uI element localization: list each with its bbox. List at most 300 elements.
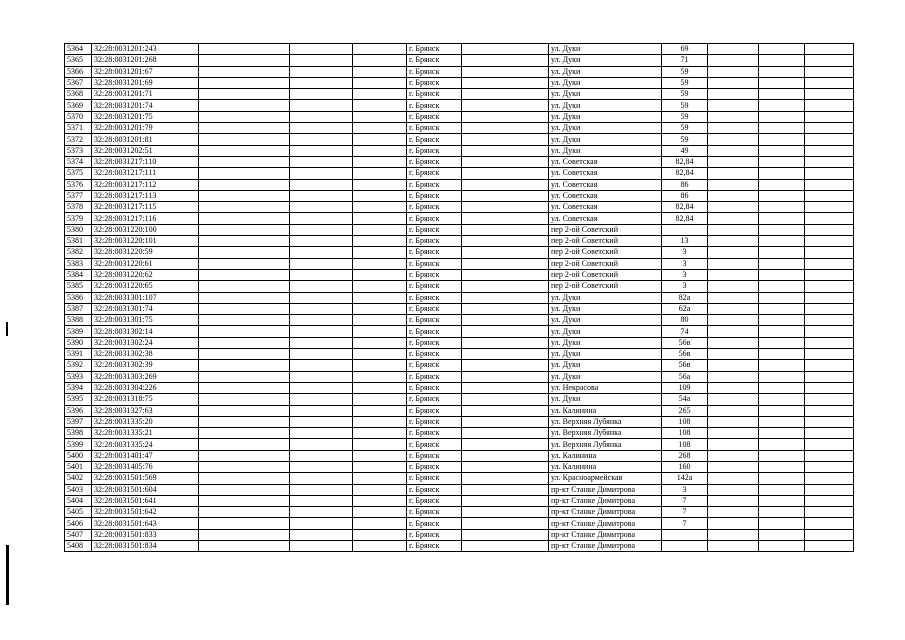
row-number-cell: 5392: [65, 360, 92, 371]
table-row: [65, 145, 854, 156]
empty-cell: [353, 349, 407, 360]
empty-cell: [462, 292, 549, 303]
empty-cell: [805, 405, 854, 416]
empty-cell: [462, 450, 549, 461]
table-row: [65, 541, 854, 552]
cadastral-number-cell: 32:28:0031201:268: [92, 55, 199, 66]
empty-cell: [805, 190, 854, 201]
street-cell: пр-кт Станке Димитрова: [549, 495, 662, 506]
city-cell: г. Брянск: [407, 145, 462, 156]
cadastral-number-cell: 32:28:0031327:63: [92, 405, 199, 416]
empty-cell: [462, 461, 549, 472]
row-number-cell: 5404: [65, 495, 92, 506]
cadastral-number-cell: 32:28:0031220:61: [92, 258, 199, 269]
street-cell: ул. Советская: [549, 156, 662, 167]
empty-cell: [805, 213, 854, 224]
row-number-cell: 5378: [65, 202, 92, 213]
house-number-cell: 108: [662, 428, 708, 439]
empty-cell: [708, 484, 759, 495]
street-cell: пр-кт Станке Димитрова: [549, 518, 662, 529]
empty-cell: [708, 541, 759, 552]
empty-cell: [759, 202, 805, 213]
cadastral-number-cell: 32:28:0031302:24: [92, 337, 199, 348]
street-cell: ул. Дуки: [549, 315, 662, 326]
empty-cell: [805, 202, 854, 213]
empty-cell: [759, 428, 805, 439]
empty-cell: [199, 269, 290, 280]
street-cell: пер 2-ой Советский: [549, 236, 662, 247]
cadastral-number-cell: 32:28:0031201:75: [92, 111, 199, 122]
empty-cell: [199, 507, 290, 518]
house-number-cell: 49: [662, 145, 708, 156]
city-cell: г. Брянск: [407, 292, 462, 303]
empty-cell: [462, 111, 549, 122]
empty-cell: [759, 236, 805, 247]
empty-cell: [759, 371, 805, 382]
empty-cell: [805, 495, 854, 506]
street-cell: пер 2-ой Советский: [549, 269, 662, 280]
empty-cell: [708, 326, 759, 337]
empty-cell: [805, 450, 854, 461]
cadastral-number-cell: 32:28:0031405:76: [92, 461, 199, 472]
cadastral-number-cell: 32:28:0031501:834: [92, 541, 199, 552]
table-row: [65, 77, 854, 88]
city-cell: г. Брянск: [407, 89, 462, 100]
row-number-cell: 5364: [65, 44, 92, 55]
street-cell: ул. Верхняя Лубянка: [549, 416, 662, 427]
empty-cell: [353, 394, 407, 405]
empty-cell: [805, 292, 854, 303]
table-row: [65, 213, 854, 224]
empty-cell: [462, 416, 549, 427]
house-number-cell: [662, 529, 708, 540]
cadastral-number-cell: 32:28:0031302:38: [92, 349, 199, 360]
house-number-cell: 86: [662, 179, 708, 190]
empty-cell: [462, 394, 549, 405]
cadastral-number-cell: 32:28:0031501:641: [92, 495, 199, 506]
street-cell: пер 2-ой Советский: [549, 258, 662, 269]
empty-cell: [462, 349, 549, 360]
empty-cell: [290, 168, 353, 179]
street-cell: ул. Верхняя Лубянка: [549, 428, 662, 439]
empty-cell: [353, 326, 407, 337]
house-number-cell: 71: [662, 55, 708, 66]
empty-cell: [353, 77, 407, 88]
empty-cell: [759, 495, 805, 506]
empty-cell: [462, 213, 549, 224]
empty-cell: [199, 484, 290, 495]
empty-cell: [462, 473, 549, 484]
row-number-cell: 5374: [65, 156, 92, 167]
empty-cell: [290, 281, 353, 292]
empty-cell: [353, 44, 407, 55]
empty-cell: [708, 89, 759, 100]
city-cell: г. Брянск: [407, 326, 462, 337]
empty-cell: [759, 269, 805, 280]
empty-cell: [805, 394, 854, 405]
empty-cell: [708, 416, 759, 427]
empty-cell: [708, 145, 759, 156]
empty-cell: [708, 405, 759, 416]
empty-cell: [199, 450, 290, 461]
row-number-cell: 5370: [65, 111, 92, 122]
empty-cell: [462, 156, 549, 167]
empty-cell: [462, 541, 549, 552]
city-cell: г. Брянск: [407, 269, 462, 280]
empty-cell: [708, 360, 759, 371]
empty-cell: [462, 190, 549, 201]
empty-cell: [759, 224, 805, 235]
empty-cell: [759, 416, 805, 427]
empty-cell: [708, 281, 759, 292]
empty-cell: [353, 416, 407, 427]
empty-cell: [759, 326, 805, 337]
row-number-cell: 5385: [65, 281, 92, 292]
table-row: [65, 495, 854, 506]
table-row: [65, 371, 854, 382]
table-row: [65, 156, 854, 167]
empty-cell: [759, 123, 805, 134]
empty-cell: [290, 495, 353, 506]
row-number-cell: 5398: [65, 428, 92, 439]
empty-cell: [199, 394, 290, 405]
street-cell: ул. Дуки: [549, 66, 662, 77]
empty-cell: [708, 44, 759, 55]
table-row: [65, 473, 854, 484]
empty-cell: [353, 123, 407, 134]
empty-cell: [462, 360, 549, 371]
empty-cell: [199, 258, 290, 269]
empty-cell: [708, 529, 759, 540]
street-cell: ул. Дуки: [549, 371, 662, 382]
empty-cell: [708, 518, 759, 529]
empty-cell: [199, 89, 290, 100]
house-number-cell: 82,84: [662, 202, 708, 213]
row-number-cell: 5384: [65, 269, 92, 280]
cadastral-number-cell: 32:28:0031301:75: [92, 315, 199, 326]
empty-cell: [708, 450, 759, 461]
empty-cell: [290, 213, 353, 224]
cadastral-number-cell: 32:28:0031217:116: [92, 213, 199, 224]
empty-cell: [805, 55, 854, 66]
empty-cell: [353, 292, 407, 303]
empty-cell: [199, 337, 290, 348]
empty-cell: [290, 134, 353, 145]
city-cell: г. Брянск: [407, 450, 462, 461]
empty-cell: [353, 518, 407, 529]
empty-cell: [353, 495, 407, 506]
empty-cell: [708, 190, 759, 201]
empty-cell: [462, 236, 549, 247]
empty-cell: [199, 55, 290, 66]
scan-edge-mark: [6, 545, 9, 605]
row-number-cell: 5376: [65, 179, 92, 190]
cadastral-number-cell: 32:28:0031335:21: [92, 428, 199, 439]
empty-cell: [805, 439, 854, 450]
empty-cell: [199, 202, 290, 213]
empty-cell: [199, 349, 290, 360]
row-number-cell: 5365: [65, 55, 92, 66]
city-cell: г. Брянск: [407, 202, 462, 213]
table-row: [65, 89, 854, 100]
empty-cell: [199, 179, 290, 190]
empty-cell: [805, 134, 854, 145]
empty-cell: [708, 495, 759, 506]
street-cell: ул. Дуки: [549, 134, 662, 145]
empty-cell: [805, 360, 854, 371]
street-cell: ул. Дуки: [549, 77, 662, 88]
house-number-cell: 108: [662, 416, 708, 427]
empty-cell: [199, 100, 290, 111]
empty-cell: [353, 541, 407, 552]
empty-cell: [290, 66, 353, 77]
cadastral-number-cell: 32:28:0031202:51: [92, 145, 199, 156]
empty-cell: [708, 292, 759, 303]
empty-cell: [759, 303, 805, 314]
street-cell: ул. Советская: [549, 213, 662, 224]
empty-cell: [353, 247, 407, 258]
empty-cell: [708, 123, 759, 134]
cadastral-number-cell: 32:28:0031302:14: [92, 326, 199, 337]
cadastral-number-cell: 32:28:0031201:243: [92, 44, 199, 55]
empty-cell: [805, 66, 854, 77]
row-number-cell: 5401: [65, 461, 92, 472]
cadastral-number-cell: 32:28:0031201:79: [92, 123, 199, 134]
empty-cell: [708, 439, 759, 450]
city-cell: г. Брянск: [407, 134, 462, 145]
empty-cell: [708, 461, 759, 472]
empty-cell: [199, 224, 290, 235]
table-row: [65, 518, 854, 529]
empty-cell: [199, 518, 290, 529]
empty-cell: [353, 156, 407, 167]
empty-cell: [805, 303, 854, 314]
city-cell: г. Брянск: [407, 495, 462, 506]
empty-cell: [353, 89, 407, 100]
empty-cell: [708, 303, 759, 314]
street-cell: ул. Дуки: [549, 44, 662, 55]
city-cell: г. Брянск: [407, 473, 462, 484]
empty-cell: [708, 236, 759, 247]
row-number-cell: 5371: [65, 123, 92, 134]
city-cell: г. Брянск: [407, 179, 462, 190]
row-number-cell: 5375: [65, 168, 92, 179]
empty-cell: [199, 473, 290, 484]
house-number-cell: 56в: [662, 349, 708, 360]
table-row: [65, 168, 854, 179]
street-cell: ул. Калинина: [549, 461, 662, 472]
empty-cell: [759, 292, 805, 303]
cadastral-number-cell: 32:28:0031335:20: [92, 416, 199, 427]
empty-cell: [353, 281, 407, 292]
house-number-cell: 13: [662, 236, 708, 247]
cadastral-number-cell: 32:28:0031501:642: [92, 507, 199, 518]
empty-cell: [290, 179, 353, 190]
register-table: [64, 43, 854, 552]
street-cell: пер 2-ой Советский: [549, 247, 662, 258]
table-row: [65, 529, 854, 540]
empty-cell: [199, 123, 290, 134]
empty-cell: [805, 518, 854, 529]
empty-cell: [353, 405, 407, 416]
city-cell: г. Брянск: [407, 461, 462, 472]
empty-cell: [708, 202, 759, 213]
table-row: [65, 315, 854, 326]
empty-cell: [290, 123, 353, 134]
cadastral-number-cell: 32:28:0031501:833: [92, 529, 199, 540]
empty-cell: [805, 224, 854, 235]
city-cell: г. Брянск: [407, 349, 462, 360]
empty-cell: [708, 394, 759, 405]
empty-cell: [805, 236, 854, 247]
table-row: [65, 111, 854, 122]
cadastral-number-cell: 32:28:0031201:69: [92, 77, 199, 88]
empty-cell: [708, 179, 759, 190]
empty-cell: [353, 303, 407, 314]
city-cell: г. Брянск: [407, 541, 462, 552]
empty-cell: [805, 247, 854, 258]
empty-cell: [805, 258, 854, 269]
empty-cell: [353, 439, 407, 450]
street-cell: ул. Калинина: [549, 450, 662, 461]
empty-cell: [199, 315, 290, 326]
empty-cell: [805, 179, 854, 190]
row-number-cell: 5395: [65, 394, 92, 405]
empty-cell: [708, 134, 759, 145]
house-number-cell: 69: [662, 44, 708, 55]
city-cell: г. Брянск: [407, 371, 462, 382]
empty-cell: [759, 349, 805, 360]
cadastral-number-cell: 32:28:0031335:24: [92, 439, 199, 450]
table-row: [65, 134, 854, 145]
row-number-cell: 5388: [65, 315, 92, 326]
house-number-cell: 59: [662, 100, 708, 111]
empty-cell: [708, 473, 759, 484]
empty-cell: [290, 44, 353, 55]
house-number-cell: 268: [662, 450, 708, 461]
empty-cell: [353, 202, 407, 213]
empty-cell: [462, 428, 549, 439]
cadastral-number-cell: 32:28:0031304:226: [92, 382, 199, 393]
empty-cell: [353, 190, 407, 201]
table-row: [65, 428, 854, 439]
empty-cell: [805, 428, 854, 439]
house-number-cell: 82,84: [662, 213, 708, 224]
empty-cell: [462, 315, 549, 326]
empty-cell: [290, 224, 353, 235]
empty-cell: [353, 529, 407, 540]
empty-cell: [759, 518, 805, 529]
cadastral-number-cell: 32:28:0031217:111: [92, 168, 199, 179]
row-number-cell: 5396: [65, 405, 92, 416]
house-number-cell: 59: [662, 89, 708, 100]
empty-cell: [199, 439, 290, 450]
city-cell: г. Брянск: [407, 123, 462, 134]
empty-cell: [462, 179, 549, 190]
row-number-cell: 5405: [65, 507, 92, 518]
empty-cell: [708, 349, 759, 360]
house-number-cell: 108: [662, 439, 708, 450]
empty-cell: [708, 507, 759, 518]
empty-cell: [290, 450, 353, 461]
empty-cell: [290, 541, 353, 552]
street-cell: ул. Дуки: [549, 145, 662, 156]
empty-cell: [759, 89, 805, 100]
empty-cell: [708, 156, 759, 167]
empty-cell: [353, 55, 407, 66]
row-number-cell: 5400: [65, 450, 92, 461]
city-cell: г. Брянск: [407, 281, 462, 292]
street-cell: ул. Дуки: [549, 292, 662, 303]
row-number-cell: 5381: [65, 236, 92, 247]
street-cell: ул. Дуки: [549, 100, 662, 111]
city-cell: г. Брянск: [407, 416, 462, 427]
row-number-cell: 5383: [65, 258, 92, 269]
empty-cell: [462, 371, 549, 382]
empty-cell: [805, 529, 854, 540]
empty-cell: [708, 428, 759, 439]
city-cell: г. Брянск: [407, 77, 462, 88]
empty-cell: [199, 77, 290, 88]
empty-cell: [353, 213, 407, 224]
empty-cell: [199, 247, 290, 258]
table-row: [65, 55, 854, 66]
empty-cell: [462, 168, 549, 179]
empty-cell: [290, 89, 353, 100]
empty-cell: [290, 416, 353, 427]
table-row: [65, 190, 854, 201]
empty-cell: [353, 145, 407, 156]
row-number-cell: 5389: [65, 326, 92, 337]
empty-cell: [199, 428, 290, 439]
table-row: [65, 100, 854, 111]
empty-cell: [805, 77, 854, 88]
house-number-cell: 80: [662, 315, 708, 326]
empty-cell: [290, 292, 353, 303]
table-row: [65, 247, 854, 258]
empty-cell: [462, 495, 549, 506]
cadastral-number-cell: 32:28:0031220:100: [92, 224, 199, 235]
empty-cell: [290, 145, 353, 156]
empty-cell: [759, 394, 805, 405]
empty-cell: [462, 77, 549, 88]
empty-cell: [805, 145, 854, 156]
city-cell: г. Брянск: [407, 100, 462, 111]
empty-cell: [805, 281, 854, 292]
street-cell: ул. Советская: [549, 179, 662, 190]
empty-cell: [805, 416, 854, 427]
street-cell: ул. Советская: [549, 168, 662, 179]
row-number-cell: 5367: [65, 77, 92, 88]
table-row: [65, 66, 854, 77]
house-number-cell: 56в: [662, 360, 708, 371]
empty-cell: [708, 66, 759, 77]
house-number-cell: 86: [662, 190, 708, 201]
table-row: [65, 349, 854, 360]
empty-cell: [462, 247, 549, 258]
empty-cell: [290, 55, 353, 66]
empty-cell: [759, 213, 805, 224]
empty-cell: [199, 303, 290, 314]
empty-cell: [290, 247, 353, 258]
empty-cell: [199, 416, 290, 427]
empty-cell: [290, 77, 353, 88]
empty-cell: [759, 439, 805, 450]
row-number-cell: 5369: [65, 100, 92, 111]
empty-cell: [462, 258, 549, 269]
empty-cell: [759, 281, 805, 292]
empty-cell: [759, 541, 805, 552]
